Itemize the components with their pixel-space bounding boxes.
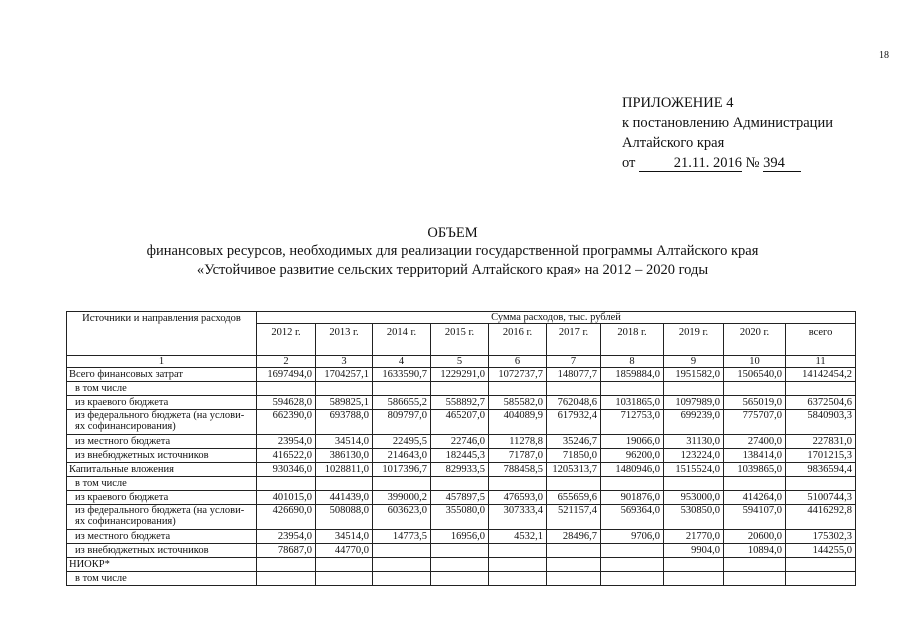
appendix-title: ПРИЛОЖЕНИЕ 4 bbox=[622, 95, 734, 111]
column-number-cell: 5 bbox=[431, 356, 489, 368]
column-number-cell: 6 bbox=[489, 356, 547, 368]
value-cell: 14142454,2 bbox=[786, 368, 856, 382]
value-cell bbox=[431, 477, 489, 491]
value-cell: 21770,0 bbox=[664, 530, 724, 544]
value-cell: 22495,5 bbox=[373, 435, 431, 449]
value-cell: 585582,0 bbox=[489, 396, 547, 410]
value-cell bbox=[373, 572, 431, 586]
value-cell: 11278,8 bbox=[489, 435, 547, 449]
value-cell: 227831,0 bbox=[786, 435, 856, 449]
header-source-cell: Источники и направления расходов bbox=[67, 312, 257, 356]
value-cell bbox=[489, 572, 547, 586]
value-cell bbox=[373, 544, 431, 558]
number-value: 394 bbox=[763, 156, 801, 172]
value-cell: 809797,0 bbox=[373, 410, 431, 435]
table-row bbox=[67, 530, 856, 544]
value-cell: 508088,0 bbox=[316, 505, 373, 530]
value-cell bbox=[601, 477, 664, 491]
value-cell: 414264,0 bbox=[724, 491, 786, 505]
value-cell: 5100744,3 bbox=[786, 491, 856, 505]
value-cell bbox=[489, 382, 547, 396]
value-cell: 19066,0 bbox=[601, 435, 664, 449]
value-cell: 457897,5 bbox=[431, 491, 489, 505]
year-header-cell: 2016 г. bbox=[489, 324, 547, 356]
value-cell: 953000,0 bbox=[664, 491, 724, 505]
column-number-cell: 7 bbox=[547, 356, 601, 368]
value-cell: 71850,0 bbox=[547, 449, 601, 463]
value-cell: 27400,0 bbox=[724, 435, 786, 449]
value-cell bbox=[547, 558, 601, 572]
year-header-cell: 2017 г. bbox=[547, 324, 601, 356]
value-cell: 1097989,0 bbox=[664, 396, 724, 410]
appendix-line-3: Алтайского края bbox=[622, 135, 725, 151]
value-cell: 441439,0 bbox=[316, 491, 373, 505]
table-row bbox=[67, 505, 856, 530]
table-row bbox=[67, 449, 856, 463]
date-prefix: от bbox=[622, 155, 636, 171]
value-cell: 1859884,0 bbox=[601, 368, 664, 382]
year-header-cell: 2012 г. bbox=[257, 324, 316, 356]
column-number-cell: 2 bbox=[257, 356, 316, 368]
year-header-cell: 2019 г. bbox=[664, 324, 724, 356]
value-cell bbox=[786, 558, 856, 572]
value-cell: 1951582,0 bbox=[664, 368, 724, 382]
column-number-cell: 9 bbox=[664, 356, 724, 368]
value-cell: 16956,0 bbox=[431, 530, 489, 544]
value-cell: 569364,0 bbox=[601, 505, 664, 530]
value-cell: 148077,7 bbox=[547, 368, 601, 382]
value-cell bbox=[664, 477, 724, 491]
value-cell: 6372504,6 bbox=[786, 396, 856, 410]
value-cell bbox=[373, 382, 431, 396]
table-row bbox=[67, 382, 856, 396]
value-cell: 416522,0 bbox=[257, 449, 316, 463]
value-cell: 34514,0 bbox=[316, 530, 373, 544]
value-cell: 1480946,0 bbox=[601, 463, 664, 477]
value-cell bbox=[489, 477, 547, 491]
value-cell bbox=[257, 572, 316, 586]
value-cell bbox=[489, 544, 547, 558]
value-cell: 35246,7 bbox=[547, 435, 601, 449]
value-cell: 5840903,3 bbox=[786, 410, 856, 435]
row-label-cell: Капитальные вложения bbox=[67, 463, 257, 477]
row-label-cell: из местного бюджета bbox=[67, 435, 257, 449]
value-cell bbox=[724, 382, 786, 396]
value-cell: 14773,5 bbox=[373, 530, 431, 544]
value-cell bbox=[724, 572, 786, 586]
value-cell bbox=[547, 544, 601, 558]
value-cell: 399000,2 bbox=[373, 491, 431, 505]
value-cell bbox=[547, 477, 601, 491]
table-row bbox=[67, 544, 856, 558]
value-cell: 775707,0 bbox=[724, 410, 786, 435]
year-header-cell: 2015 г. bbox=[431, 324, 489, 356]
value-cell bbox=[601, 572, 664, 586]
value-cell: 901876,0 bbox=[601, 491, 664, 505]
year-header-cell: 2013 г. bbox=[316, 324, 373, 356]
value-cell: 1017396,7 bbox=[373, 463, 431, 477]
date-value: 21.11. 2016 bbox=[639, 156, 742, 172]
appendix-block bbox=[622, 93, 833, 173]
value-cell bbox=[431, 558, 489, 572]
row-label-cell: из местного бюджета bbox=[67, 530, 257, 544]
table-row bbox=[67, 558, 856, 572]
value-cell bbox=[257, 558, 316, 572]
appendix-date-line bbox=[622, 153, 833, 173]
table-row bbox=[67, 477, 856, 491]
value-cell bbox=[373, 558, 431, 572]
value-cell: 307333,4 bbox=[489, 505, 547, 530]
value-cell bbox=[786, 572, 856, 586]
column-number-cell: 3 bbox=[316, 356, 373, 368]
table-row bbox=[67, 491, 856, 505]
value-cell: 476593,0 bbox=[489, 491, 547, 505]
value-cell bbox=[547, 572, 601, 586]
value-cell: 662390,0 bbox=[257, 410, 316, 435]
row-label-cell: в том числе bbox=[67, 382, 257, 396]
value-cell bbox=[547, 382, 601, 396]
row-label-cell: в том числе bbox=[67, 477, 257, 491]
document-title: ОБЪЕМ bbox=[427, 225, 478, 241]
value-cell bbox=[601, 544, 664, 558]
column-number-cell: 11 bbox=[786, 356, 856, 368]
value-cell: 1506540,0 bbox=[724, 368, 786, 382]
header-sum-cell: Сумма расходов, тыс. рублей bbox=[257, 312, 856, 324]
value-cell: 23954,0 bbox=[257, 530, 316, 544]
value-cell: 22746,0 bbox=[431, 435, 489, 449]
page-number: 18 bbox=[879, 50, 889, 61]
value-cell: 521157,4 bbox=[547, 505, 601, 530]
table-row bbox=[67, 435, 856, 449]
value-cell bbox=[431, 382, 489, 396]
year-header-cell: 2018 г. bbox=[601, 324, 664, 356]
value-cell: 655659,6 bbox=[547, 491, 601, 505]
value-cell: 1039865,0 bbox=[724, 463, 786, 477]
row-label-cell: из федерального бюджета (на услови-ях софинансирования) bbox=[67, 410, 257, 435]
table-row bbox=[67, 396, 856, 410]
value-cell: 20600,0 bbox=[724, 530, 786, 544]
finance-table-body bbox=[67, 312, 856, 586]
finance-table bbox=[66, 311, 856, 586]
value-cell: 78687,0 bbox=[257, 544, 316, 558]
value-cell: 401015,0 bbox=[257, 491, 316, 505]
value-cell bbox=[786, 382, 856, 396]
value-cell: 71787,0 bbox=[489, 449, 547, 463]
value-cell bbox=[724, 558, 786, 572]
number-prefix: № bbox=[745, 155, 760, 171]
value-cell bbox=[316, 382, 373, 396]
value-cell: 565019,0 bbox=[724, 396, 786, 410]
value-cell: 762048,6 bbox=[547, 396, 601, 410]
value-cell: 9904,0 bbox=[664, 544, 724, 558]
value-cell bbox=[316, 572, 373, 586]
value-cell: 355080,0 bbox=[431, 505, 489, 530]
row-label-cell: из внебюджетных источников bbox=[67, 544, 257, 558]
year-header-cell: 2014 г. bbox=[373, 324, 431, 356]
value-cell: 699239,0 bbox=[664, 410, 724, 435]
value-cell: 586655,2 bbox=[373, 396, 431, 410]
value-cell bbox=[724, 477, 786, 491]
value-cell: 558892,7 bbox=[431, 396, 489, 410]
document-subtitle-line-1: финансовых ресурсов, необходимых для реализации государственной программы Алтайского края bbox=[146, 243, 759, 259]
value-cell bbox=[601, 382, 664, 396]
column-number-cell: 10 bbox=[724, 356, 786, 368]
value-cell bbox=[316, 558, 373, 572]
value-cell: 9706,0 bbox=[601, 530, 664, 544]
column-number-cell: 4 bbox=[373, 356, 431, 368]
value-cell: 96200,0 bbox=[601, 449, 664, 463]
value-cell: 123224,0 bbox=[664, 449, 724, 463]
value-cell: 1229291,0 bbox=[431, 368, 489, 382]
table-row bbox=[67, 463, 856, 477]
value-cell: 175302,3 bbox=[786, 530, 856, 544]
table-row bbox=[67, 572, 856, 586]
value-cell bbox=[664, 572, 724, 586]
row-label-cell: НИОКР* bbox=[67, 558, 257, 572]
value-cell: 594107,0 bbox=[724, 505, 786, 530]
row-label-cell: из краевого бюджета bbox=[67, 491, 257, 505]
value-cell: 1697494,0 bbox=[257, 368, 316, 382]
value-cell: 693788,0 bbox=[316, 410, 373, 435]
value-cell: 4416292,8 bbox=[786, 505, 856, 530]
table-row bbox=[67, 368, 856, 382]
value-cell: 10894,0 bbox=[724, 544, 786, 558]
value-cell: 1704257,1 bbox=[316, 368, 373, 382]
value-cell bbox=[786, 477, 856, 491]
value-cell bbox=[664, 558, 724, 572]
value-cell bbox=[257, 477, 316, 491]
row-label-cell: из краевого бюджета bbox=[67, 396, 257, 410]
value-cell bbox=[431, 544, 489, 558]
table-row bbox=[67, 410, 856, 435]
value-cell bbox=[373, 477, 431, 491]
value-cell: 1031865,0 bbox=[601, 396, 664, 410]
value-cell: 44770,0 bbox=[316, 544, 373, 558]
value-cell: 594628,0 bbox=[257, 396, 316, 410]
value-cell bbox=[489, 558, 547, 572]
value-cell: 1701215,3 bbox=[786, 449, 856, 463]
value-cell: 1515524,0 bbox=[664, 463, 724, 477]
value-cell: 214643,0 bbox=[373, 449, 431, 463]
value-cell: 788458,5 bbox=[489, 463, 547, 477]
year-header-cell: 2020 г. bbox=[724, 324, 786, 356]
value-cell: 144255,0 bbox=[786, 544, 856, 558]
value-cell: 4532,1 bbox=[489, 530, 547, 544]
value-cell: 603623,0 bbox=[373, 505, 431, 530]
value-cell: 465207,0 bbox=[431, 410, 489, 435]
value-cell: 712753,0 bbox=[601, 410, 664, 435]
row-label-cell: из внебюджетных источников bbox=[67, 449, 257, 463]
value-cell: 404089,9 bbox=[489, 410, 547, 435]
value-cell bbox=[431, 572, 489, 586]
value-cell: 617932,4 bbox=[547, 410, 601, 435]
value-cell: 1028811,0 bbox=[316, 463, 373, 477]
row-label-cell: из федерального бюджета (на услови-ях софинансирования) bbox=[67, 505, 257, 530]
value-cell: 182445,3 bbox=[431, 449, 489, 463]
value-cell: 31130,0 bbox=[664, 435, 724, 449]
appendix-line-2: к постановлению Администрации bbox=[622, 115, 833, 131]
value-cell: 28496,7 bbox=[547, 530, 601, 544]
row-label-cell: Всего финансовых затрат bbox=[67, 368, 257, 382]
value-cell: 9836594,4 bbox=[786, 463, 856, 477]
value-cell: 1205313,7 bbox=[547, 463, 601, 477]
value-cell: 829933,5 bbox=[431, 463, 489, 477]
value-cell: 530850,0 bbox=[664, 505, 724, 530]
value-cell bbox=[664, 382, 724, 396]
row-label-cell: в том числе bbox=[67, 572, 257, 586]
column-number-row bbox=[67, 356, 856, 368]
value-cell bbox=[316, 477, 373, 491]
value-cell: 1633590,7 bbox=[373, 368, 431, 382]
value-cell: 23954,0 bbox=[257, 435, 316, 449]
value-cell: 138414,0 bbox=[724, 449, 786, 463]
value-cell: 930346,0 bbox=[257, 463, 316, 477]
value-cell: 426690,0 bbox=[257, 505, 316, 530]
column-number-cell: 1 bbox=[67, 356, 257, 368]
value-cell bbox=[257, 382, 316, 396]
value-cell: 1072737,7 bbox=[489, 368, 547, 382]
value-cell: 34514,0 bbox=[316, 435, 373, 449]
column-number-cell: 8 bbox=[601, 356, 664, 368]
value-cell: 386130,0 bbox=[316, 449, 373, 463]
document-subtitle-line-2: «Устойчивое развитие сельских территорий Алтайского края» на 2012 – 2020 годы bbox=[196, 262, 709, 278]
year-header-cell: всего bbox=[786, 324, 856, 356]
value-cell: 589825,1 bbox=[316, 396, 373, 410]
value-cell bbox=[601, 558, 664, 572]
